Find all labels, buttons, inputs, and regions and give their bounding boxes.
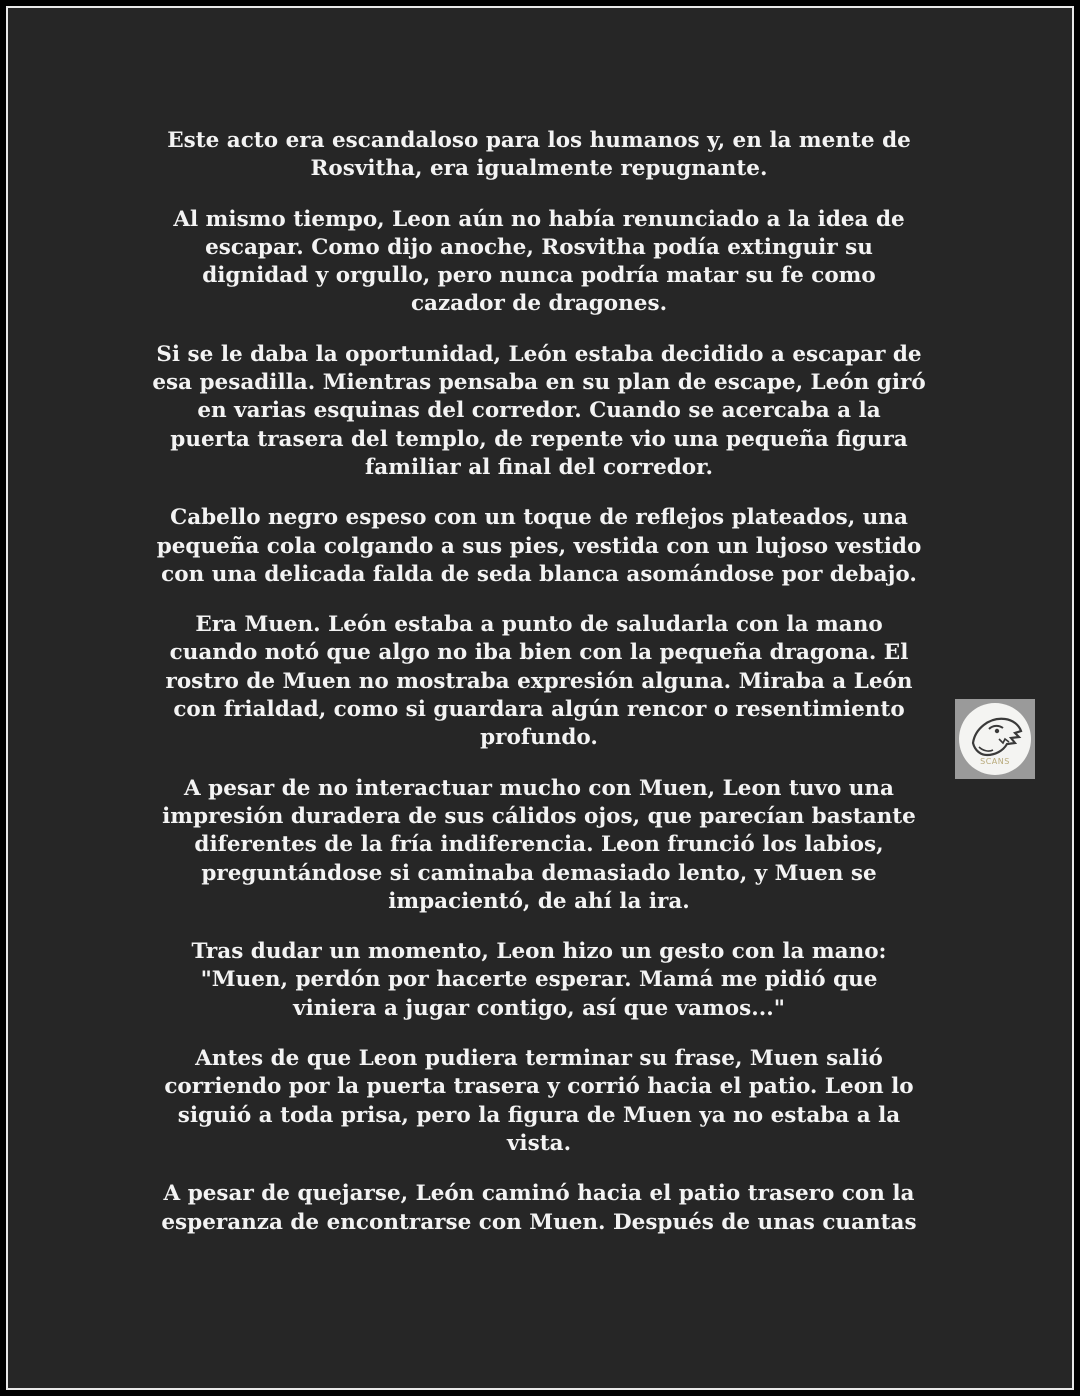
paragraph (145, 611, 933, 752)
text-line: esperanza de encontrarse con Muen. Después de unas cuantas (161, 1209, 917, 1235)
text-line: diferentes de la fría indiferencia. Leon frunció los labios, (194, 832, 884, 858)
text-line: esa pesadilla. Mientras pensaba en su plan de escape, León giró (152, 370, 926, 396)
text-line: puerta trasera del templo, de repente vio una pequeña figura (170, 426, 908, 452)
text-line: A pesar de quejarse, León caminó hacia el patio trasero con la (163, 1181, 915, 1207)
text-line: con frialdad, como si guardara algún rencor o resentimiento (173, 697, 905, 723)
text-line: familiar al final del corredor. (365, 454, 713, 480)
text-line: en varias esquinas del corredor. Cuando se acercaba a la (197, 398, 881, 424)
text-line: Rosvitha, era igualmente repugnante. (310, 156, 768, 182)
logo-text: SCANS (980, 757, 1010, 766)
paragraph (145, 1180, 933, 1237)
text-line: Era Muen. León estaba a punto de saludarla con la mano (195, 612, 883, 638)
paragraph (145, 127, 933, 184)
text-line: siguió a toda prisa, pero la figura de Muen ya no estaba a la (177, 1102, 901, 1128)
text-line: preguntándose si caminaba demasiado lento, y Muen se (201, 860, 877, 886)
story-text (145, 127, 933, 1259)
text-line: Tras dudar un momento, Leon hizo un gesto con la mano: (191, 939, 887, 965)
paragraph (145, 504, 933, 589)
logo-badge (959, 703, 1031, 775)
text-line: corriendo por la puerta trasera y corrió hacia el patio. Leon lo (164, 1074, 914, 1100)
text-line: pequeña cola colgando a sus pies, vestida con un lujoso vestido (156, 533, 922, 559)
text-line: Este acto era escandaloso para los humanos y, en la mente de (167, 128, 911, 153)
text-line: A pesar de no interactuar mucho con Muen, Leon tuvo una (184, 775, 894, 801)
text-line: Antes de que Leon pudiera terminar su frase, Muen salió (195, 1046, 883, 1072)
text-line: dignidad y orgullo, pero nunca podría matar su fe como (202, 263, 876, 289)
text-line: viniera a jugar contigo, así que vamos..." (293, 995, 785, 1021)
text-line: escapar. Como dijo anoche, Rosvitha podía extinguir su (205, 234, 873, 260)
scanlation-logo (955, 699, 1035, 779)
text-line: Si se le daba la oportunidad, León estaba decidido a escapar de (156, 341, 922, 367)
paragraph (145, 775, 933, 916)
text-line: rostro de Muen no mostraba expresión alguna. Miraba a León (165, 668, 913, 694)
paragraph (145, 938, 933, 1023)
text-line: "Muen, perdón por hacerte esperar. Mamá me pidió que (200, 967, 878, 993)
text-line: impacientó, de ahí la ira. (388, 888, 690, 914)
text-line: Al mismo tiempo, Leon aún no había renunciado a la idea de (173, 206, 905, 232)
text-line: con una delicada falda de seda blanca asomándose por debajo. (161, 561, 917, 587)
paragraph (145, 206, 933, 319)
text-line: impresión duradera de sus cálidos ojos, que parecían bastante (162, 803, 916, 829)
text-line: Cabello negro espeso con un toque de reflejos plateados, una (170, 505, 908, 531)
text-line: profundo. (480, 725, 598, 751)
paragraph (145, 1045, 933, 1158)
text-line: vista. (506, 1130, 572, 1156)
paragraph (145, 341, 933, 482)
text-line: cazador de dragones. (410, 291, 668, 317)
text-line: cuando notó que algo no iba bien con la pequeña dragona. El (169, 640, 909, 666)
